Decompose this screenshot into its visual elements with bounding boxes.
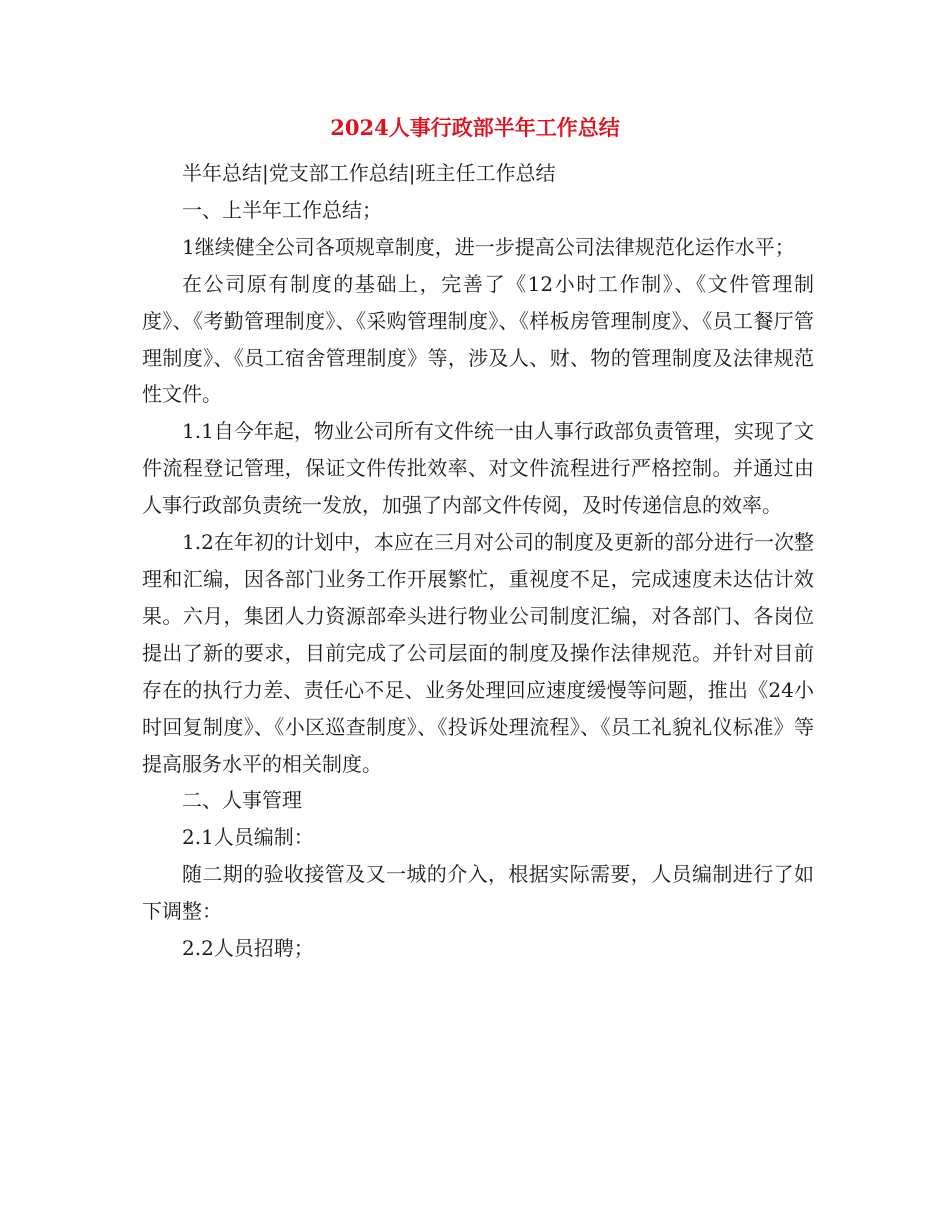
paragraph-2-1-detail: 随二期的验收接管及又一城的介入，根据实际需要，人员编制进行了如下调整： xyxy=(142,862,814,924)
paragraph-2-1: 2.1人员编制： xyxy=(182,825,314,850)
document-title: 2024人事行政部半年工作总结 xyxy=(330,115,620,140)
paragraph-1: 1继续健全公司各项规章制度，进一步提高公司法律规范化运作水平； xyxy=(182,234,795,259)
paragraph-1-detail: 在公司原有制度的基础上，完善了《12小时工作制》、《文件管理制度》、《考勤管理制度》、《采购管理制度》、《样板房管理制度》、《员工餐厅管理制度》、《员工宿舍管理制度》等，涉及人、财、物的管理制度及法律规范性文件。 xyxy=(142,271,814,407)
paragraph-1-2: 1.2在年初的计划中，本应在三月对公司的制度及更新的部分进行一次整理和汇编，因各部门业务工作开展繁忙，重视度不足，完成速度未达估计效果。六月，集团人力资源部牵头进行物业公司制度汇编，对各部门、各岗位提出了新的要求，目前完成了公司层面的制度及操作法律规范。并针对目前存在的执行力差、责任心不足、业务处理回应速度缓慢等问题，推出《24小时回复制度》、《小区巡查制度》、《投诉处理流程》、《员工礼貌礼仪标准》等提高服务水平的相关制度。 xyxy=(142,530,814,776)
paragraph-1-1: 1.1自今年起，物业公司所有文件统一由人事行政部负责管理，实现了文件流程登记管理，保证文件传批效率、对文件流程进行严格控制。并通过由人事行政部负责统一发放，加强了内部文件传阅，及时传递信息的效率。 xyxy=(142,419,814,518)
section-heading-1: 一、上半年工作总结； xyxy=(182,197,382,222)
paragraph-summary-links: 半年总结|党支部工作总结|班主任工作总结 xyxy=(182,161,556,185)
section-heading-2: 二、人事管理 xyxy=(182,788,302,813)
paragraph-2-2: 2.2人员招聘； xyxy=(182,936,314,961)
document-body xyxy=(142,155,814,967)
